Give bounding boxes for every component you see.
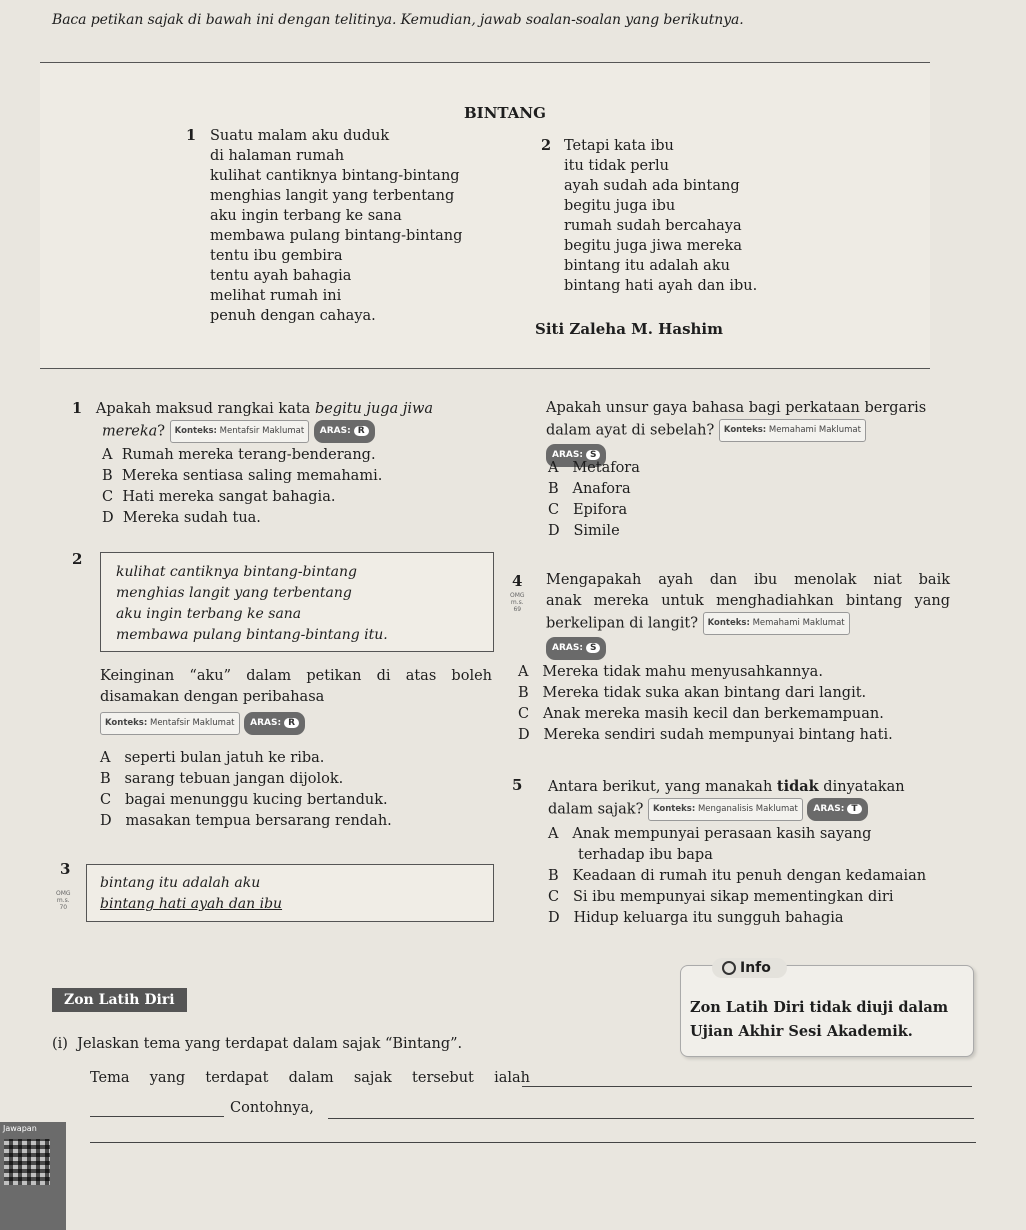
option-letter: A [100,750,111,766]
info-label: Info [740,960,771,976]
zon-answer-prompt-2: Contohnya, [230,1100,314,1116]
context-tag [648,798,803,821]
aras-level: R [354,426,369,436]
info-text [690,996,948,1044]
info-line: Ujian Akhir Sesi Akademik. [690,1023,913,1040]
question-text: ? [157,423,166,440]
option-text: Mereka sudah tua. [122,510,261,526]
poem-line: begitu juga jiwa mereka [564,238,743,254]
question-text: disamakan dengan peribahasa [100,689,325,705]
aras-level: T [847,804,861,814]
poem-stanza-2-lines [564,136,757,296]
context-label: Konteks: [707,618,750,628]
quote-line [100,894,282,915]
poem-line: tentu ayah bahagia [210,268,352,284]
option-letter: A [548,826,559,842]
option-text: Epifora [572,502,628,518]
poem-line: membawa pulang bintang-bintang [210,228,463,244]
poem-line: ayah sudah ada bintang [564,178,740,194]
question-2-text [100,666,492,735]
context-label: Konteks: [105,718,148,728]
info-tag [712,958,787,978]
poem-line: itu tidak perlu [564,158,669,174]
aras-label: ARAS: [319,426,351,436]
q3-options [548,458,640,542]
option-letter: D [548,523,560,539]
omg-ms: m.s. [56,897,70,904]
question-5-text [548,776,968,821]
option-d[interactable] [102,508,382,529]
question-text: Apakah unsur gaya bahasa bagi perkataan bergaris [546,400,927,416]
option-letter: A [548,460,559,476]
poem-line: melihat rumah ini [210,288,342,304]
poem-line: rumah sudah bercahaya [564,218,742,234]
option-d[interactable] [548,908,968,929]
option-letter: D [100,813,112,829]
context-tag [100,712,240,735]
info-line: Zon Latih Diri tidak diuji dalam [690,999,949,1016]
option-text: Keadaan di rumah itu penuh dengan kedamaian [572,868,927,884]
option-letter: B [100,771,111,787]
omg-ms: m.s. [510,599,524,606]
search-icon [722,961,736,975]
option-letter: B [548,868,559,884]
option-a[interactable] [548,824,968,845]
question-text: Keinginan “aku” dalam petikan di atas boleh [100,668,492,684]
q2-quote [116,562,388,646]
option-letter: C [548,889,560,905]
stanza-number: 2 [541,137,552,154]
option-c[interactable] [518,704,893,725]
answer-line[interactable] [90,1116,224,1117]
option-letter: D [548,910,560,926]
question-text: Antara berikut, yang manakah [548,779,777,795]
answer-line[interactable] [328,1118,974,1119]
aras-level: S [586,450,600,460]
poem-title: BINTANG [464,104,546,122]
option-letter: D [102,510,114,526]
poem-stanza-2 [541,136,551,156]
qr-pattern [4,1139,50,1185]
context-value: Menganalisis Maklumat [697,804,798,814]
question-text: Apakah maksud rangkai kata [95,401,315,417]
question-emphasis: begitu juga jiwa [314,401,434,417]
context-tag [719,419,866,442]
option-text: terhadap ibu bapa [578,847,713,863]
poem-stanza-1-lines [210,126,462,326]
context-tag [170,420,310,443]
question-number: 1 [72,400,83,417]
option-c[interactable] [548,500,640,521]
q1-options [102,445,382,529]
option-b[interactable] [548,866,968,887]
option-text: Mereka sentiasa saling memahami. [121,468,383,484]
option-text: Anak mempunyai perasaan kasih sayang [572,826,872,842]
option-text: seperti bulan jatuh ke riba. [124,750,325,766]
omg-label: OMG [56,890,71,897]
stanza-number: 1 [186,127,197,144]
poem-line: Suatu malam aku duduk [210,128,390,144]
option-letter: A [102,447,113,463]
answer-line[interactable] [522,1086,972,1087]
option-b[interactable] [548,479,640,500]
aras-badge [807,798,867,821]
aras-badge [244,712,305,735]
option-text: Mereka tidak mahu menyusahkannya. [542,664,823,680]
question-1 [72,398,492,443]
answer-line[interactable] [90,1142,976,1143]
aras-label: ARAS: [552,450,583,460]
option-d[interactable] [100,811,392,832]
option-d[interactable] [518,725,893,746]
quote-underlined: bintang hati ayah dan ibu [100,896,283,912]
poem-line: menghias langit yang terbentang [210,188,455,204]
option-letter: C [518,706,530,722]
poem-line: di halaman rumah [210,148,345,164]
aras-label: ARAS: [250,718,282,728]
option-text: Rumah mereka terang-benderang. [121,447,376,463]
question-2-number: 2 [72,550,83,568]
question-4-text [546,570,950,660]
q2-options [100,748,392,832]
omg-ref [56,890,71,911]
option-text: Hidup keluarga itu sungguh bahagia [573,910,844,926]
context-value: Mentafsir Maklumat [219,426,305,436]
qr-code[interactable] [0,1122,66,1230]
option-a[interactable] [548,458,640,479]
quote-line: bintang itu adalah aku [100,875,261,891]
option-text: bagai menunggu kucing bertanduk. [124,792,388,808]
context-label: Konteks: [652,804,696,814]
context-label: Konteks: [174,426,217,436]
zon-question [52,1034,462,1055]
poem-line: begitu juga ibu [564,198,676,214]
option-text: Si ibu mempunyai sikap mementingkan diri [572,889,894,905]
option-text: Anafora [572,481,631,497]
zon-question-text: Jelaskan tema yang terdapat dalam sajak “Bintang”. [77,1036,463,1052]
option-text: masakan tempua bersarang rendah. [125,813,392,829]
question-text: Mengapakah ayah dan ibu menolak niat baik [546,572,950,588]
quote-line: kulihat cantiknya bintang-bintang [116,564,357,580]
omg-ref [510,592,525,613]
poem-line: bintang itu adalah aku [564,258,730,274]
question-emphasis: mereka [102,423,158,440]
aras-badge [546,637,606,660]
aras-label: ARAS: [813,804,845,814]
option-b[interactable] [102,466,382,487]
poem-line: kulihat cantiknya bintang-bintang [210,168,460,184]
question-text: dalam ayat di sebelah? [546,422,715,439]
question-4-number: 4 [512,572,523,590]
poem-line: tentu ibu gembira [210,248,343,264]
option-letter: B [548,481,559,497]
option-letter: C [102,489,114,505]
poem-line: penuh dengan cahaya. [210,308,376,324]
q4-options [518,662,893,746]
question-emphasis: tidak [776,778,819,795]
option-letter: C [548,502,560,518]
option-b[interactable] [100,769,392,790]
option-letter: B [518,685,529,701]
q5-options [548,824,968,929]
poem-author: Siti Zaleha M. Hashim [535,320,723,338]
omg-page: 70 [59,904,68,911]
question-text: dinyatakan [818,779,905,795]
option-c[interactable] [100,790,392,811]
option-letter: B [102,468,113,484]
zon-answer-prompt-1: Tema yang terdapat dalam sajak tersebut ialah [90,1070,530,1086]
context-label: Konteks: [723,425,767,435]
option-text: Simile [573,523,620,539]
question-5-number: 5 [512,776,523,794]
context-value: Memahami Maklumat [752,618,845,628]
aras-level: R [284,718,299,728]
q3-quote [100,873,282,915]
option-a-continued [548,845,968,866]
option-text: Mereka sendiri sudah mempunyai bintang hati. [543,727,893,743]
question-text: berkelipan di langit? [546,615,698,632]
option-a[interactable] [102,445,382,466]
aras-badge [314,420,375,443]
quote-line: menghias langit yang terbentang [116,585,352,601]
instruction: Baca petikan sajak di bawah ini dengan telitinya. Kemudian, jawab soalan-soalan yang berikutnya. [52,12,744,28]
omg-page: 69 [513,606,522,613]
aras-level: S [586,643,600,653]
option-text: Metafora [572,460,640,476]
option-letter: C [100,792,112,808]
qr-label: Jawapan [3,1124,37,1133]
option-c[interactable] [102,487,382,508]
context-tag [703,612,850,635]
option-letter: D [518,727,530,743]
quote-line: membawa pulang bintang-bintang itu. [116,627,388,643]
poem-stanza-1 [186,126,196,146]
option-text: sarang tebuan jangan dijolok. [124,771,344,787]
option-a[interactable] [100,748,392,769]
option-d[interactable] [548,521,640,542]
quote-line: aku ingin terbang ke sana [116,606,302,622]
poem-line: Tetapi kata ibu [564,138,674,154]
poem-line: bintang hati ayah dan ibu. [564,278,758,294]
option-c[interactable] [548,887,968,908]
option-b[interactable] [518,683,893,704]
question-3-number: 3 [60,860,71,878]
option-text: Mereka tidak suka akan bintang dari langit. [542,685,867,701]
poem-line: aku ingin terbang ke sana [210,208,402,224]
question-text: dalam sajak? [548,801,644,818]
aras-label: ARAS: [552,643,583,653]
option-text: Hati mereka sangat bahagia. [122,489,336,505]
omg-label: OMG [510,592,525,599]
option-a[interactable] [518,662,893,683]
option-text: Anak mereka masih kecil dan berkemampuan. [542,706,884,722]
context-value: Mentafsir Maklumat [149,718,235,728]
question-3-text [546,398,1026,467]
context-value: Memahami Maklumat [768,425,861,435]
question-text: anak mereka untuk menghadiahkan bintang yang [546,593,950,609]
option-letter: A [518,664,529,680]
zon-latih-diri-label: Zon Latih Diri [52,988,187,1012]
zon-question-number: (i) [52,1036,68,1052]
